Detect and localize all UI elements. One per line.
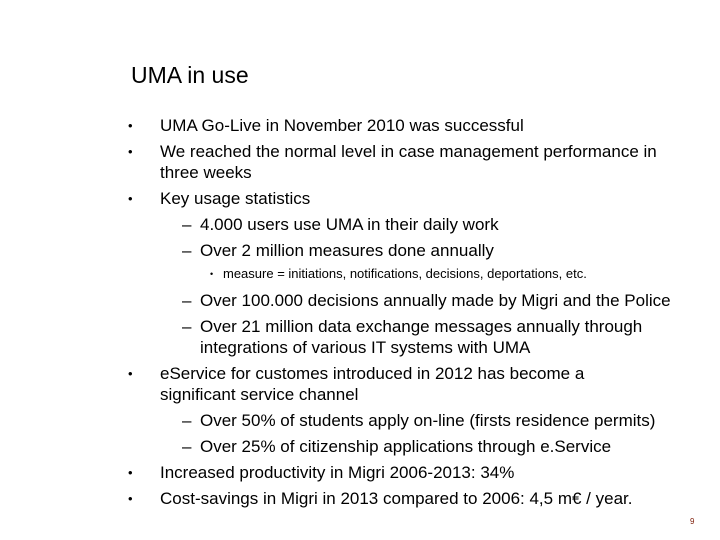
bullet-marker: • [128, 118, 133, 133]
dash-marker: – [182, 317, 192, 336]
bullet-text: Cost-savings in Migri in 2013 compared to 2006: 4,5 m€ / year. [160, 489, 633, 508]
sub-item-text: Over 2 million measures done annually [200, 241, 494, 260]
bullet-text-continuation: significant service channel [160, 385, 359, 404]
sub-item-text: 4.000 users use UMA in their daily work [200, 215, 499, 234]
bullet-text-continuation: three weeks [160, 163, 252, 182]
bullet-text: Key usage statistics [160, 189, 311, 208]
dash-marker: – [182, 437, 192, 456]
dash-marker: – [182, 215, 192, 234]
bullet-text: We reached the normal level in case management performance in [160, 142, 657, 161]
sub-item-text: Over 100.000 decisions annually made by Migri and the Police [200, 291, 671, 310]
bullet-text: UMA Go-Live in November 2010 was successful [160, 116, 524, 135]
bullet-marker: • [128, 366, 133, 381]
bullet-text: Increased productivity in Migri 2006-2013: 34% [160, 463, 515, 482]
sub-sub-item-text: measure = initiations, notifications, decisions, deportations, etc. [223, 266, 587, 281]
dash-marker: – [182, 241, 192, 260]
bullet-text: eService for customes introduced in 2012 has become a [160, 364, 585, 383]
sub-bullet-marker: • [210, 269, 214, 279]
sub-item-text: Over 25% of citizenship applications through e.Service [200, 437, 612, 456]
sub-item-text: Over 21 million data exchange messages annually through [200, 317, 643, 336]
bullet-marker: • [128, 491, 133, 506]
page-number: 9 [690, 517, 695, 526]
slide-title: UMA in use [131, 62, 249, 88]
bullet-marker: • [128, 191, 133, 206]
sub-item-text-continuation: integrations of various IT systems with UMA [200, 338, 531, 357]
sub-item-text: Over 50% of students apply on-line (firsts residence permits) [200, 411, 656, 430]
dash-marker: – [182, 411, 192, 430]
bullet-marker: • [128, 465, 133, 480]
bullet-marker: • [128, 144, 133, 159]
dash-marker: – [182, 291, 192, 310]
